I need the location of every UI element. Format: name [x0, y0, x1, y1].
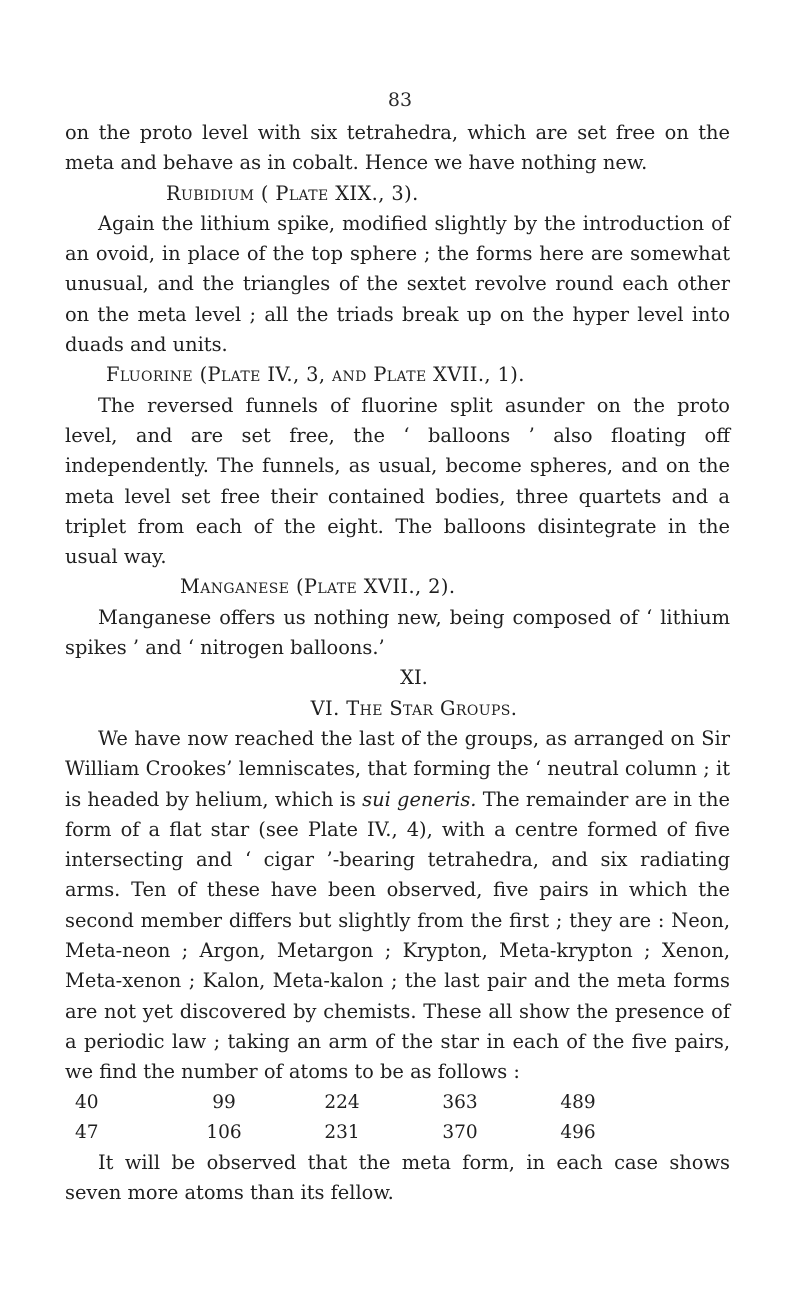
section-number: XI.	[400, 666, 428, 690]
paragraph-rubidium: Again the lithium spike, modified slightly by the introduction of an ovoid, in place of the top sphere ; the forms here are somewhat unusual, and the triangles of the sextet revolve round each other on the meta level ; all the triads break up on the hyper level into duads and units.	[65, 211, 730, 357]
page-number: 83	[387, 89, 413, 111]
paragraph-manganese: Manganese offers us nothing new, being composed of ‘ lithium spikes ’ and ‘ nitrogen balloons.’	[65, 605, 730, 660]
atom-number: 106	[206, 1121, 242, 1143]
paragraph-continuation: on the proto level with six tetrahedra, which are set free on the meta and behave as in cobalt. Hence we have nothing new.	[65, 121, 730, 175]
star-groups-italic: sui generis.	[362, 787, 477, 811]
body-text	[65, 118, 730, 1209]
atom-number: 224	[324, 1091, 360, 1113]
star-groups-text-1: We have now reached the last of the groups, as arranged on Sir William Crookes’ lemniscates, that forming the ‘ neutral column ; it is headed by helium, which is	[65, 726, 730, 811]
heading-fluorine: Fluorine (Plate IV., 3, and Plate XVII., 1).	[106, 363, 525, 387]
paragraph-closing: It will be observed that the meta form, in each case shows seven more atoms than its fellow.	[65, 1151, 730, 1205]
atom-number-row-1	[65, 1088, 730, 1118]
atom-number-table	[65, 1088, 730, 1149]
paragraph-fluorine: The reversed funnels of fluorine split asunder on the proto level, and are set free, the ‘ balloons ’ also floating off independently. The funnels, as usual, become spheres, and on the meta level set free their contained bodies, three quartets and a triplet from each of the eight. The balloons disintegrate in the usual way.	[65, 393, 730, 569]
paragraph-star-groups	[65, 724, 730, 1088]
atom-number: 370	[442, 1121, 478, 1143]
star-groups-text-2: The remainder are in the form of a flat star (see Plate IV., 4), with a centre formed of five intersecting and ‘ cigar ’-bearing tetrahedra, and six radiating arms. Ten of these have been observed, five pairs in which the second member differs but slightly from the first ; they are : Neon, Meta-neon ; Argon, Metargon ; Krypton, Meta-krypton ; Xenon, Meta-xenon ; Kalon, Meta-kalon ; the last pair and the meta forms are not yet discovered by chemists. These all show the presence of a periodic law ; taking an arm of the star in each of the five pairs, we find the number of atoms to be as follows :	[65, 787, 730, 1084]
atom-number: 363	[442, 1091, 478, 1113]
atom-number-row-2	[65, 1118, 730, 1148]
heading-star-groups: VI. The Star Groups.	[310, 696, 518, 720]
atom-number: 99	[212, 1091, 236, 1113]
atom-number: 496	[560, 1121, 596, 1143]
atom-number: 47	[75, 1121, 99, 1143]
atom-number: 231	[324, 1121, 360, 1143]
atom-number: 489	[560, 1091, 596, 1113]
heading-rubidium: Rubidium ( Plate XIX., 3).	[166, 181, 419, 205]
atom-number: 40	[75, 1091, 99, 1113]
heading-manganese: Manganese (Plate XVII., 2).	[180, 575, 456, 599]
